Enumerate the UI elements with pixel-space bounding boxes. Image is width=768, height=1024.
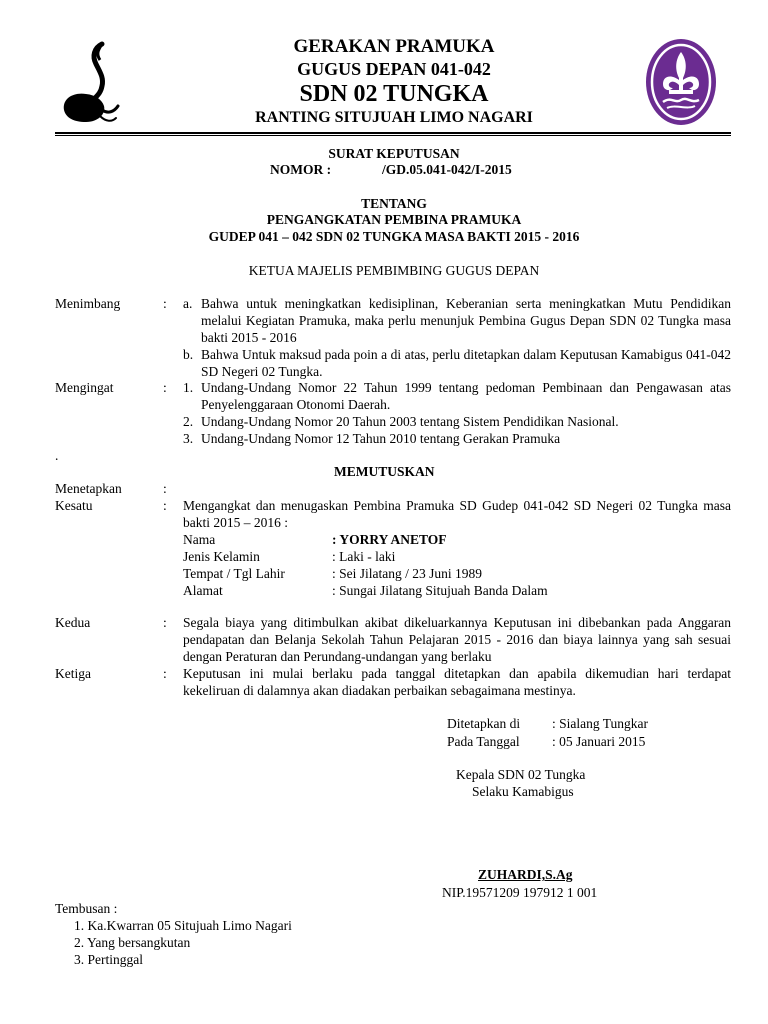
signer-role-2: Selaku Kamabigus: [472, 784, 574, 799]
mengingat-1-marker: 1.: [183, 380, 194, 395]
header-rule-thick: [55, 132, 731, 134]
mengingat-colon: :: [163, 380, 167, 395]
field-jenis-kelamin-value: : Laki - laki: [332, 549, 396, 564]
kesatu-text: Mengangkat dan menugaskan Pembina Pramuka SD Gudep 041-042 SD Negeri 02 Tungka masa bakti 2015 – 2016 :: [183, 498, 731, 530]
menetapkan-label: Menetapkan: [55, 481, 122, 496]
field-alamat-label: Alamat: [183, 583, 223, 598]
ketiga-label: Ketiga: [55, 666, 91, 681]
authority: KETUA MAJELIS PEMBIMBING GUGUS DEPAN: [248, 263, 540, 278]
tembusan-item: 2. Yang bersangkutan: [74, 935, 191, 950]
memutuskan: MEMUTUSKAN: [334, 464, 435, 479]
field-nama-label: Nama: [183, 532, 216, 547]
mengingat-3-text: Undang-Undang Nomor 12 Tahun 2010 tentang Gerakan Pramuka: [201, 431, 561, 446]
stray-dot: .: [55, 448, 59, 463]
tembusan-label: Tembusan :: [55, 901, 118, 916]
kesatu-colon: :: [163, 498, 167, 513]
field-nama-value: : YORRY ANETOF: [332, 532, 447, 547]
menimbang-b-text: Bahwa Untuk maksud pada poin a di atas, perlu ditetapkan dalam Keputusan Kamabigus 041-042 SD Negeri 02 Tungka.: [201, 347, 731, 379]
field-alamat-value: : Sungai Jilatang Situjuah Banda Dalam: [332, 583, 548, 598]
mengingat-3-marker: 3.: [183, 431, 194, 446]
signer-name: ZUHARDI,S.Ag: [478, 867, 573, 882]
subject-line-1: PENGANGKATAN PEMBINA PRAMUKA: [266, 212, 522, 227]
mengingat-2-text: Undang-Undang Nomor 20 Tahun 2003 tentang Sistem Pendidikan Nasional.: [201, 414, 619, 429]
doc-type: SURAT KEPUTUSAN: [328, 146, 460, 161]
org-line-1: GERAKAN PRAMUKA: [293, 36, 495, 57]
kesatu-label: Kesatu: [55, 498, 93, 513]
subject-line-2: GUDEP 041 – 042 SDN 02 TUNGKA MASA BAKTI 2015 - 2016: [208, 229, 580, 244]
place-value: : Sialang Tungkar: [552, 716, 649, 731]
org-line-4: RANTING SITUJUAH LIMO NAGARI: [255, 109, 533, 126]
menetapkan-colon: :: [163, 481, 167, 496]
menimbang-b-marker: b.: [183, 347, 194, 362]
org-line-2: GUGUS DEPAN 041-042: [297, 59, 491, 79]
nomor-label: NOMOR :: [270, 162, 332, 177]
nomor-value: /GD.05.041-042/I-2015: [382, 162, 512, 177]
date-label: Pada Tanggal: [447, 734, 520, 749]
mengingat-1-text: Undang-Undang Nomor 22 Tahun 1999 tentang pedoman Pembinaan dan Pengawasan atas Penyelenggaraan Otonomi Daerah.: [201, 380, 731, 412]
field-jenis-kelamin-label: Jenis Kelamin: [183, 549, 260, 564]
mengingat-label: Mengingat: [55, 380, 114, 395]
signer-nip: NIP.19571209 197912 1 001: [442, 885, 598, 900]
ketiga-text: Keputusan ini mulai berlaku pada tanggal ditetapkan dan apabila dikemudian hari terdapat kekeliruan di dalamnya akan diadakan perbaikan sebagaimana mestinya.: [183, 666, 731, 698]
kedua-text: Segala biaya yang ditimbulkan akibat dikeluarkannya Keputusan ini dibebankan pada Anggaran pendapatan dan Belanja Sekolah Tahun Pelajaran 2015 - 2016 dan biaya lainnya yang sah sesuai dengan Peraturan dan Perundang-undangan yang berlaku: [183, 615, 731, 664]
tentang: TENTANG: [361, 196, 427, 211]
date-value: : 05 Januari 2015: [552, 734, 646, 749]
place-label: Ditetapkan di: [447, 716, 521, 731]
kedua-colon: :: [163, 615, 167, 630]
menimbang-a-marker: a.: [183, 296, 193, 311]
menimbang-a-text: Bahwa untuk meningkatkan kedisiplinan, Keberanian serta meningkatkan Mutu Pendidikan melalui Kegiatan Pramuka, maka perlu menunjuk Pembina Gugus Depan SDN 02 Tungka masa bakti 2015 - 2016: [201, 296, 731, 345]
tembusan-item: 1. Ka.Kwarran 05 Situjuah Limo Nagari: [74, 918, 292, 933]
header-rule-thin: [55, 135, 731, 136]
ketiga-colon: :: [163, 666, 167, 681]
menimbang-label: Menimbang: [55, 296, 121, 311]
field-ttl-value: : Sei Jilatang / 23 Juni 1989: [332, 566, 482, 581]
mengingat-2-marker: 2.: [183, 414, 194, 429]
org-line-3: SDN 02 TUNGKA: [299, 81, 489, 107]
field-ttl-label: Tempat / Tgl Lahir: [183, 566, 285, 581]
menimbang-colon: :: [163, 296, 167, 311]
signer-role-1: Kepala SDN 02 Tungka: [456, 767, 586, 782]
tembusan-item: 3. Pertinggal: [74, 952, 143, 967]
kedua-label: Kedua: [55, 615, 91, 630]
